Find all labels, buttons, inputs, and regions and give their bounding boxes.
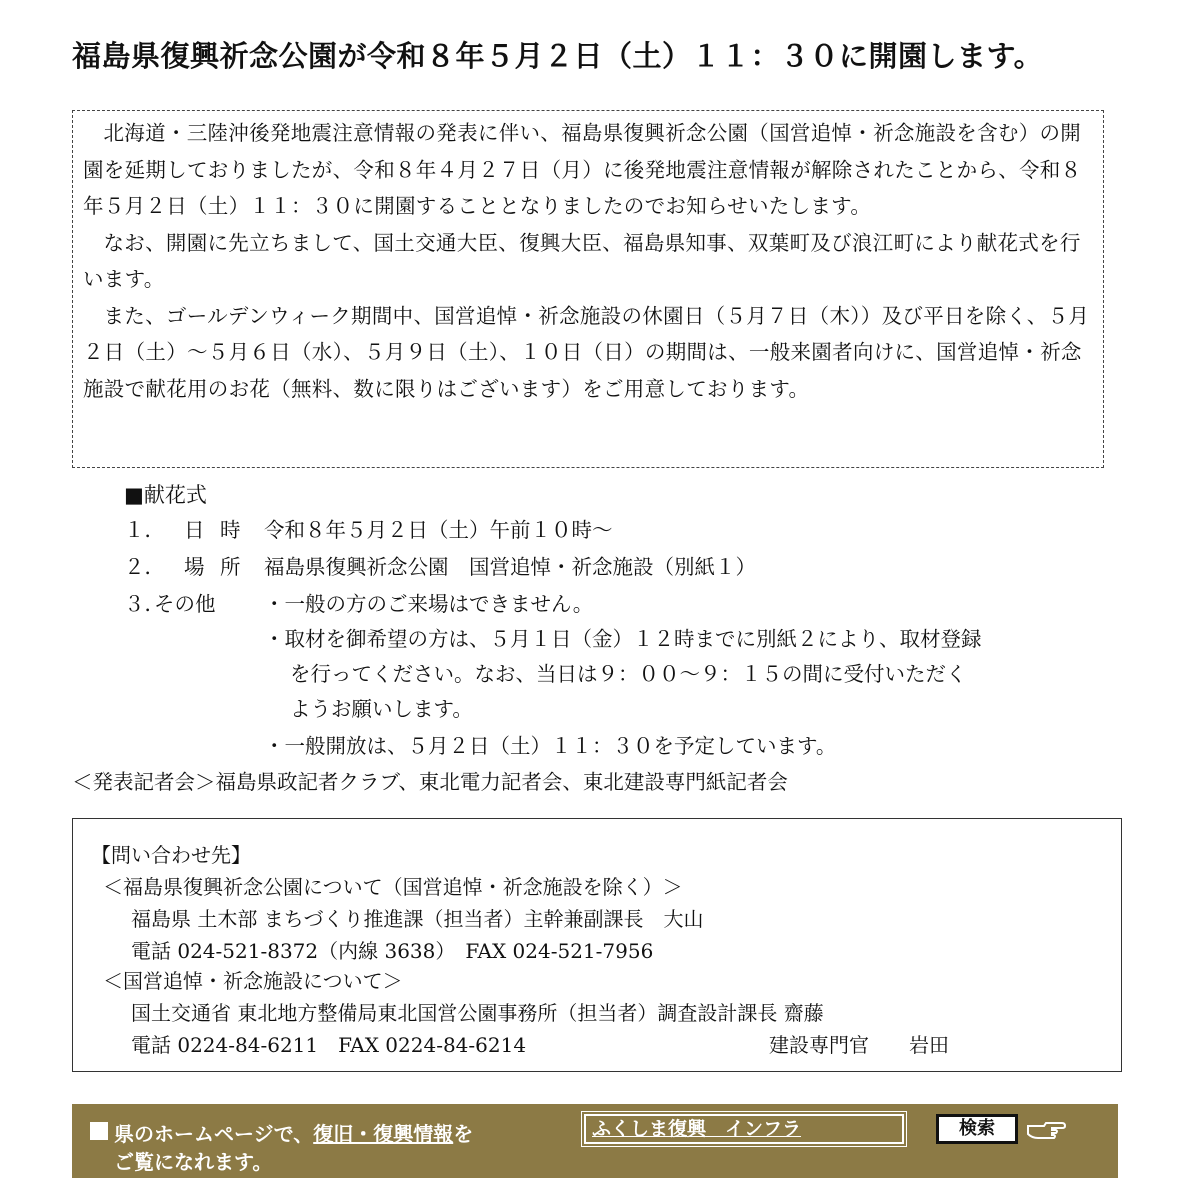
search-input[interactable]: ふくしま復興 インフラ xyxy=(584,1114,904,1144)
notice-paragraph-3: また、ゴールデンウィーク期間中、国営追悼・祈念施設の休園日（５月７日（木））及び平日を除く、５月２日（土）～５月６日（水）、５月９日（土）、１０日（日）の期間は、一般来園者向けに、国営追悼・祈念施設で献花用のお花（無料、数に限りはございます）をご用意しております。 xyxy=(83,303,1090,401)
item-label: その他 xyxy=(154,592,216,616)
homepage-banner xyxy=(72,1104,1118,1178)
recovery-info-link[interactable]: 復旧・復興情報 xyxy=(313,1122,454,1146)
pointing-hand-icon xyxy=(1026,1118,1066,1140)
park-phone: 電話 024-521-8372（内線 3638） FAX 024-521-7956 xyxy=(131,939,654,963)
banner-text-suffix: を xyxy=(453,1122,474,1146)
banner-text-prefix: 県のホームページで、 xyxy=(114,1122,314,1146)
item-label-b: 時 xyxy=(220,518,241,542)
contact-heading: 【問い合わせ先】 xyxy=(91,843,251,867)
item-number: ３． xyxy=(124,592,165,616)
banner-line-1 xyxy=(114,1118,473,1147)
item-value: 福島県復興祈念公園 国営追悼・祈念施設（別紙１） xyxy=(264,555,756,579)
park-dept: 福島県 土木部 まちづくり推進課（担当者）主幹兼副課長 大山 xyxy=(131,907,704,931)
banner-line-2: ご覧になれます。 xyxy=(114,1150,273,1174)
notice-box xyxy=(72,110,1104,468)
other-note-3: ・一般開放は、５月２日（土）１１：３０を予定しています。 xyxy=(264,734,837,758)
notice-paragraph-2: なお、開園に先立ちまして、国土交通大臣、復興大臣、福島県知事、双葉町及び浪江町により献花式を行います。 xyxy=(83,230,1081,291)
item-label-a: 場 xyxy=(184,555,205,579)
memorial-phone: 電話 0224-84-6211 FAX 0224-84-6214 xyxy=(131,1033,527,1057)
other-note-2-cont2: ようお願いします。 xyxy=(290,697,473,721)
item-label-a: 日 xyxy=(184,518,205,542)
item-number: ２． xyxy=(124,555,165,579)
other-note-1: ・一般の方のご来場はできません。 xyxy=(264,592,594,616)
item-label-b: 所 xyxy=(220,555,241,579)
memorial-second-contact: 建設専門官 岩田 xyxy=(769,1033,949,1057)
other-note-2: ・取材を御希望の方は、５月１日（金）１２時までに別紙２により、取材登録 xyxy=(264,627,982,651)
square-bullet-icon xyxy=(90,1122,108,1140)
memorial-heading: ＜国営追悼・祈念施設について＞ xyxy=(103,969,403,993)
contact-box xyxy=(72,818,1122,1072)
search-button[interactable]: 検索 xyxy=(936,1114,1018,1144)
park-heading: ＜福島県復興祈念公園について（国営追悼・祈念施設を除く）＞ xyxy=(103,875,683,899)
item-number: １． xyxy=(124,518,165,542)
item-value: 令和８年５月２日（土）午前１０時～ xyxy=(264,518,613,542)
memorial-dept: 国土交通省 東北地方整備局東北国営公園事務所（担当者）調査設計課長 齋藤 xyxy=(131,1001,824,1025)
notice-paragraph-1: 北海道・三陸沖後発地震注意情報の発表に伴い、福島県復興祈念公園（国営追悼・祈念施設を含む）の開園を延期しておりましたが、令和８年４月２７日（月）に後発地震注意情報が解除されたことから、令和８年５月２日（土）１１：３０に開園することとなりましたのでお知らせいたします。 xyxy=(83,121,1082,218)
page-title: 福島県復興祈念公園が令和８年５月２日（土）１１：３０に開園します。 xyxy=(72,39,1044,73)
ceremony-heading: ■献花式 xyxy=(124,483,207,507)
other-note-2-cont: を行ってください。なお、当日は９：００～９：１５の間に受付いただく xyxy=(290,662,967,686)
press-club-line: ＜発表記者会＞福島県政記者クラブ、東北電力記者会、東北建設専門紙記者会 xyxy=(72,770,788,794)
